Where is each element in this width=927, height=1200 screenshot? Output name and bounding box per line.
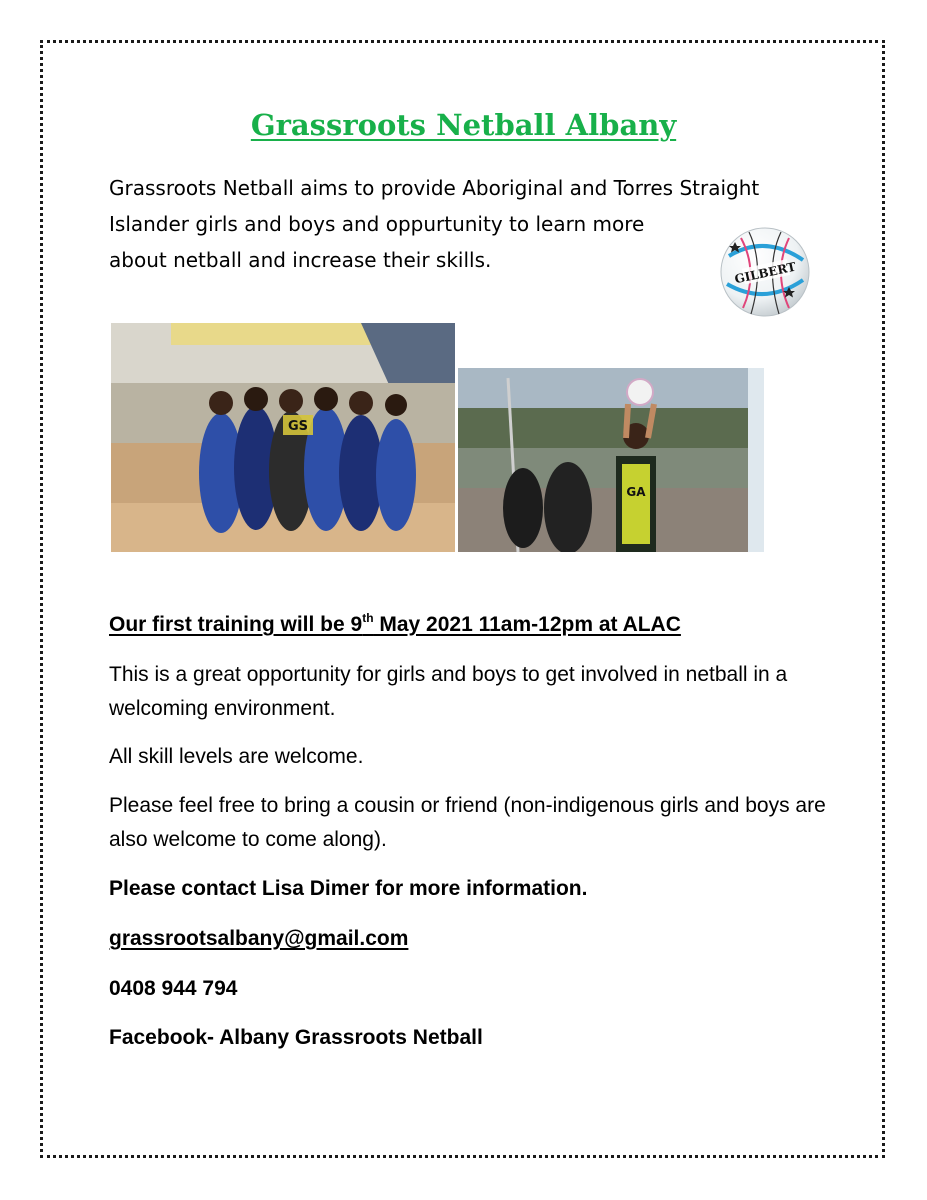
huddle-jersey-text: GS — [287, 419, 309, 434]
training-text-before: Our first training will be 9 — [109, 613, 363, 636]
ball-brand-text: GILBERT — [733, 259, 798, 287]
training-superscript: th — [362, 611, 374, 625]
netball-icon — [719, 226, 811, 318]
intro-line-1: Grassroots Netball aims to provide Aboriginal and Torres Straight — [109, 176, 760, 200]
opportunity-paragraph: This is a great opportunity for girls and boys to get involved in netball in a welcoming environment. — [109, 663, 788, 720]
contact-prompt: Please contact Lisa Dimer for more information. — [109, 877, 588, 900]
training-text-after: May 2021 11am-12pm at ALAC — [373, 613, 681, 636]
netball-shooter-photo — [458, 368, 764, 552]
bring-friend-paragraph: Please feel free to bring a cousin or friend (non-indigenous girls and boys are also welcome to come along). — [109, 794, 826, 851]
contact-email-link[interactable]: grassrootsalbany@gmail.com — [109, 927, 409, 950]
intro-line-3: about netball and increase their skills. — [109, 248, 492, 272]
training-heading — [109, 608, 829, 642]
contact-phone: 0408 944 794 — [109, 977, 238, 1000]
shooter-jersey-text: GA — [626, 485, 646, 499]
skill-levels-paragraph: All skill levels are welcome. — [109, 745, 364, 768]
page-title: Grassroots Netball Albany — [250, 108, 677, 142]
intro-line-2: Islander girls and boys and oppurtunity to learn more — [109, 212, 645, 236]
intro-paragraph — [109, 170, 760, 278]
facebook-page: Facebook- Albany Grassroots Netball — [109, 1026, 483, 1049]
team-huddle-photo — [111, 323, 455, 552]
